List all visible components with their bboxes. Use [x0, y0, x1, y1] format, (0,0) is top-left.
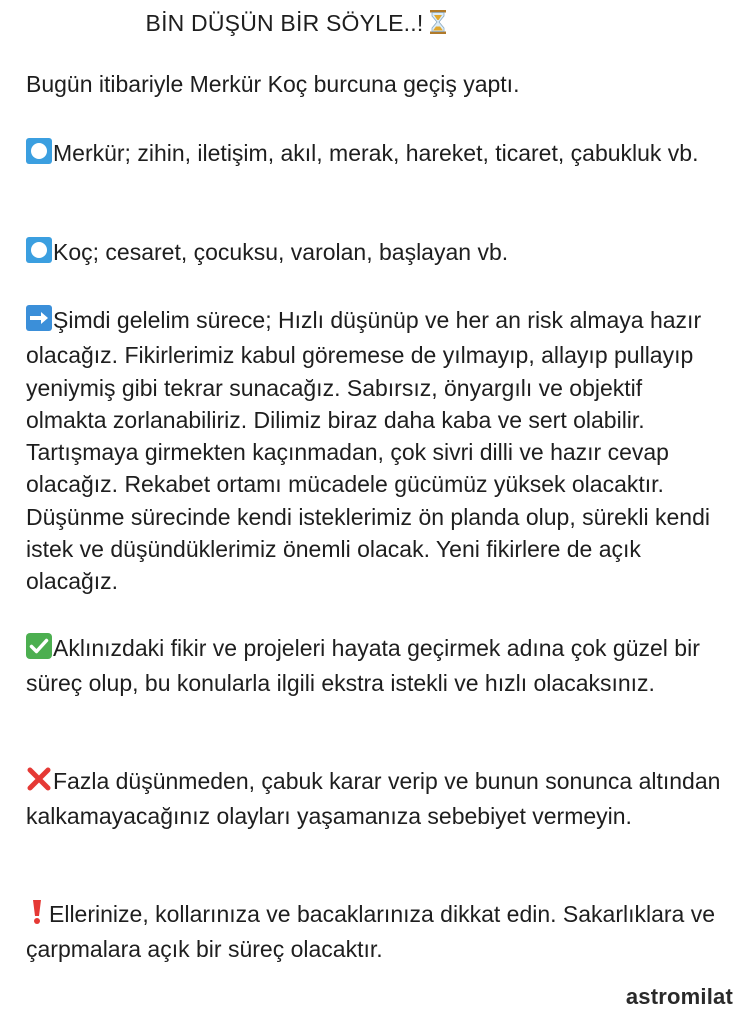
- intro-paragraph: Bugün itibariyle Merkür Koç burcuna geçiş yaptı.: [26, 71, 520, 97]
- koc-text: Koç; cesaret, çocuksu, varolan, başlayan vb.: [53, 239, 509, 265]
- positive-paragraph: [26, 632, 726, 700]
- post-title: [0, 8, 593, 42]
- negative-paragraph: [26, 765, 726, 833]
- warning-text: Ellerinize, kollarınıza ve bacaklarınıza dikkat edin. Sakarlıklara ve çarpmalara açık bir süreç olacaktır.: [26, 901, 716, 963]
- red-cross-icon: [26, 766, 52, 800]
- warning-paragraph: [26, 898, 726, 966]
- koc-paragraph: [26, 236, 726, 271]
- process-paragraph: [26, 304, 726, 598]
- right-arrow-icon: [26, 305, 52, 339]
- post-title-text: BİN DÜŞÜN BİR SÖYLE..!: [145, 10, 424, 36]
- negative-text: Fazla düşünmeden, çabuk karar verip ve bunun sonunca altından kalkamayacağınız olayları yaşamanıza sebebiyet vermeyin.: [26, 768, 721, 830]
- hourglass-icon: [429, 9, 447, 42]
- red-exclamation-icon: [26, 899, 48, 933]
- white-circle-button-icon: [26, 237, 52, 271]
- green-check-icon: [26, 633, 52, 667]
- positive-text: Aklınızdaki fikir ve projeleri hayata geçirmek adına çok güzel bir süreç olup, bu konularla ilgili ekstra istekli ve hızlı olacaksınız.: [26, 635, 700, 697]
- merkur-paragraph: [26, 137, 726, 172]
- white-circle-button-icon: [26, 138, 52, 172]
- process-text: Şimdi gelelim sürece; Hızlı düşünüp ve her an risk almaya hazır olacağız. Fikirlerimiz kabul göremese de yılmayıp, allayıp pullayıp yeniymiş gibi tekrar sunacağız. Sabırsız, önyargılı ve objektif olmakta zorlanabiliriz. Dilimiz biraz daha kaba ve sert olabilir. Tartışmaya girmekten kaçınmadan, çok sivri dilli ve hazır cevap olacağız. Rekabet ortamı mücadele gücümüz yüksek olacaktır. Düşünme sürecinde kendi isteklerimiz ön planda olup, sürekli kendi istek ve düşündüklerimiz önemli olacak. Yeni fikirlere de açık olacağız.: [26, 307, 710, 595]
- watermark: astromilat: [625, 984, 733, 1009]
- merkur-text: Merkür; zihin, iletişim, akıl, merak, hareket, ticaret, çabukluk vb.: [53, 140, 699, 166]
